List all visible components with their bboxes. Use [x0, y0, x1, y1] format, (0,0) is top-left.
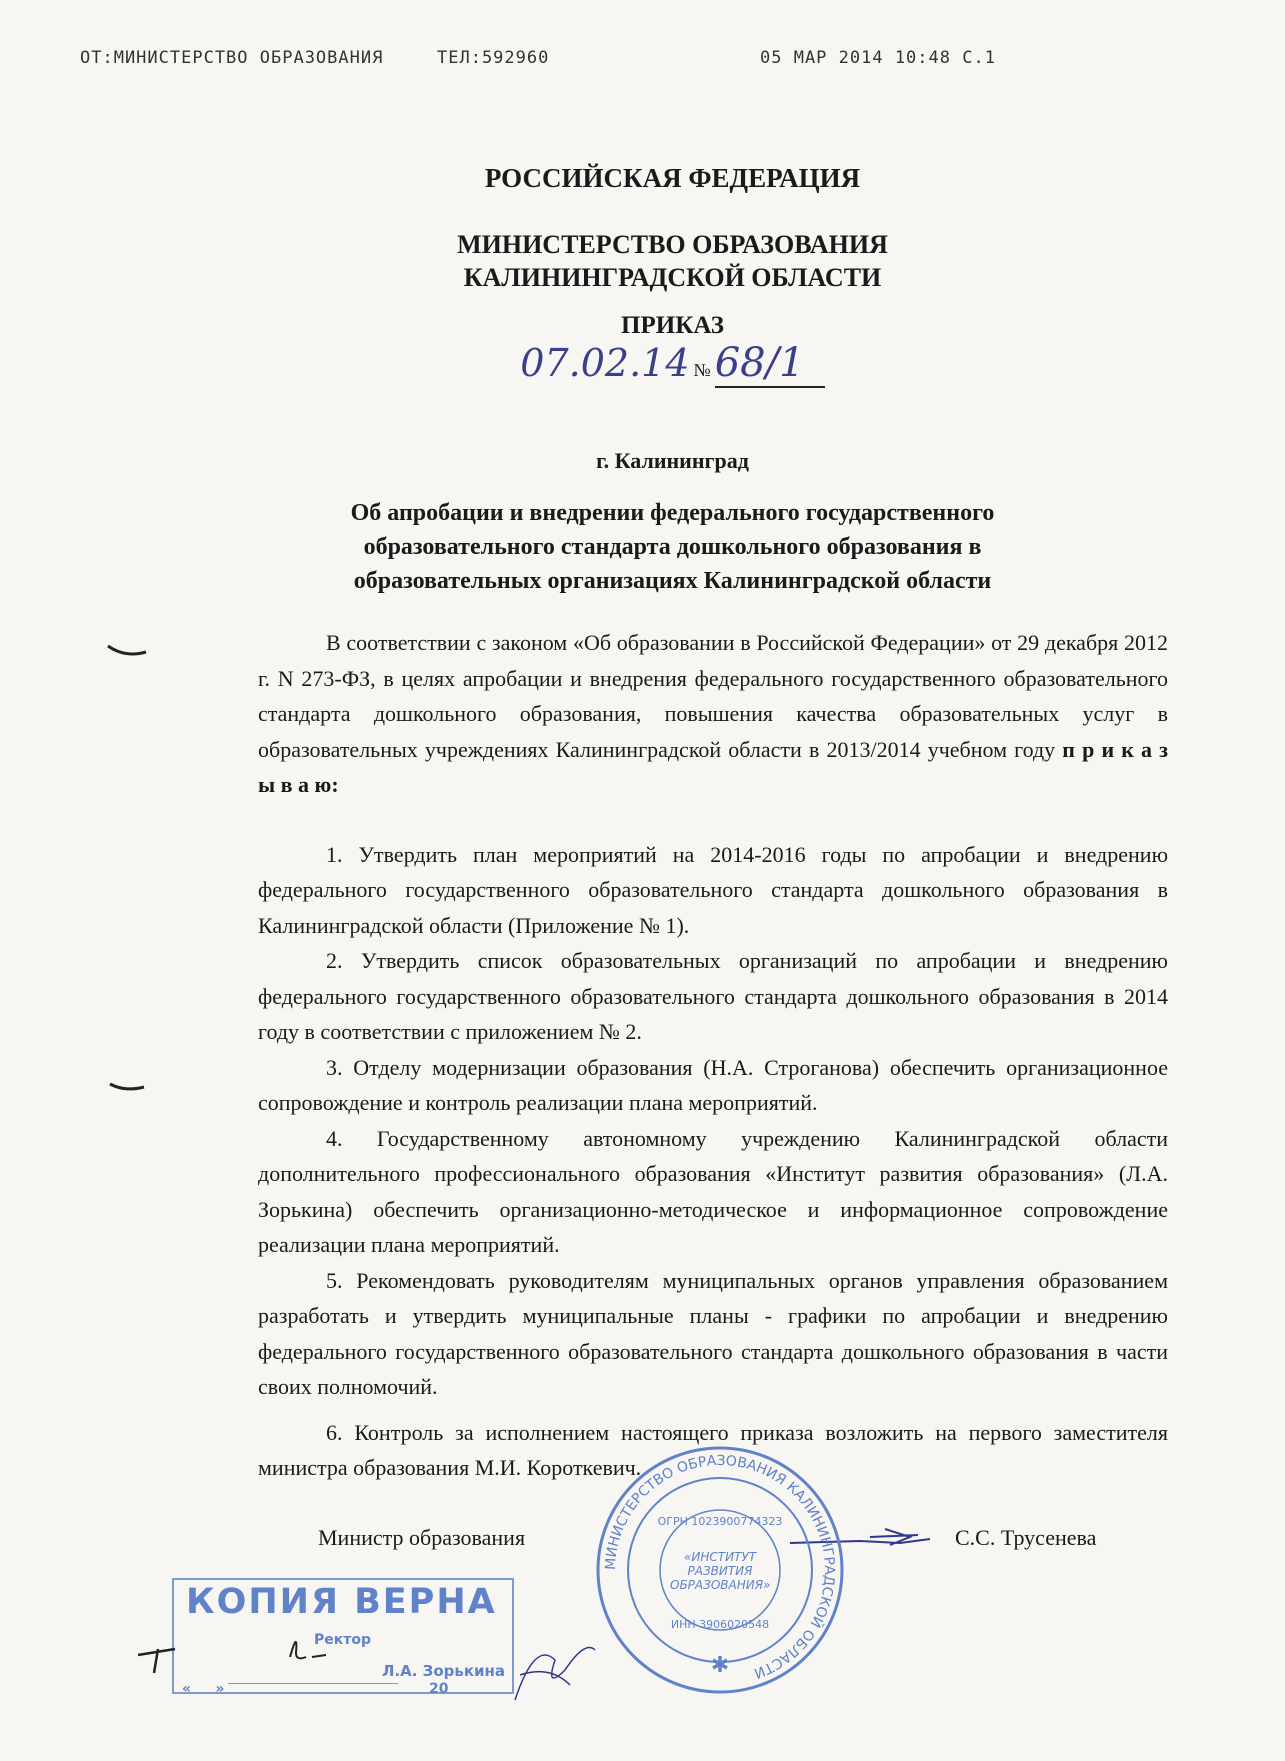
seal-ogrn: ОГРН 1023900774323 [657, 1515, 783, 1528]
item-5: 5. Рекомендовать руководителям муниципальных органов управления образованием разработать и утвердить муниципальные планы - графики по апробации и внедрению федерального государственного образовательного стандарта дошкольного образования в части своих полномочий. [258, 1267, 1168, 1399]
fax-phone: ТЕЛ:592960 [437, 48, 550, 68]
copy-stamp-date-quotes: « » [182, 1681, 225, 1697]
item-6: 6. Контроль за исполнением настоящего приказа возложить на первого заместителя министра образования М.И. Короткевич. [258, 1419, 1168, 1480]
title-line-3: образовательных организациях Калининградской области [353, 568, 992, 594]
copy-stamp-title: КОПИЯ ВЕРНА [186, 1582, 497, 1622]
order-date: 07.02.14 [520, 341, 690, 385]
order-date-number [0, 340, 1285, 388]
round-seal [590, 1440, 850, 1700]
fax-datetime: 05 МАР 2014 10:48 С.1 [760, 48, 996, 68]
signer-position: Министр образования [318, 1525, 526, 1550]
item-1: 1. Утвердить план мероприятий на 2014-2016 годы по апробации и внедрению федерального государственного образовательного стандарта дошкольного образования в Калининградской области (Приложение № 1). [258, 841, 1168, 938]
order-body [258, 625, 1168, 1486]
seal-inn: ИНН 3906020548 [670, 1618, 770, 1631]
copy-stamp-role: Ректор [314, 1632, 372, 1648]
number-label: № [693, 360, 711, 380]
copy-stamp-year: 20 [429, 1681, 449, 1697]
item-4: 4. Государственному автономному учреждению Калининградской области дополнительного профессионального образования «Институт развития образования» (Л.А. Зорькина) обеспечить организационно-методическое и информационное сопровождение реализации плана мероприятий. [258, 1125, 1168, 1257]
scan-mark [100, 1078, 160, 1108]
country-title: РОССИЙСКАЯ ФЕДЕРАЦИЯ [484, 163, 861, 193]
order-number: 68/1 [715, 340, 825, 388]
item-2: 2. Утвердить список образовательных организаций по апробации и внедрению федерального государственного образовательного стандарта дошкольного образования в 2014 году в соответствии с приложением № 2. [258, 948, 1168, 1044]
ministry-title [0, 228, 1285, 294]
preamble [258, 625, 1168, 803]
rector-signature [130, 1615, 600, 1715]
scan-mark [100, 640, 160, 670]
seal-star-icon: ✱ [710, 1653, 730, 1678]
ministry-line-1: МИНИСТЕРСТВО ОБРАЗОВАНИЯ [457, 230, 888, 259]
order-word: п р и к а з ы в а ю: [258, 736, 1168, 797]
copy-stamp-name: Л.А. Зорькина [382, 1662, 506, 1680]
preamble-text: В соответствии с законом «Об образовании в Российской Федерации» от 29 декабря 2012 г. N 273-ФЗ, в целях апробации и внедрения федерального государственного образовательного стандарта дошкольного образования, повышения качества образовательных услуг в образовательных учреждениях Калининградской области в 2013/2014 учебном году [258, 630, 1168, 762]
city: г. Калининград [596, 448, 749, 473]
order-title [0, 496, 1285, 598]
seal-inner-text: «ИНСТИТУТ РАЗВИТИЯ ОБРАЗОВАНИЯ» [670, 1550, 770, 1592]
seal-outer-text: МИНИСТЕРСТВО ОБРАЗОВАНИЯ КАЛИНИНГРАДСКОЙ ОБЛАСТИ [602, 1452, 838, 1681]
item-3: 3. Отделу модернизации образования (Н.А. Строганова) обеспечить организационное сопровождение и контроль реализации плана мероприятий. [258, 1054, 1168, 1115]
title-line-2: образовательного стандарта дошкольного образования в [363, 534, 982, 560]
title-line-1: Об апробации и внедрении федерального государственного [350, 500, 995, 526]
fax-sender: ОТ:МИНИСТЕРСТВО ОБРАЗОВАНИЯ [80, 48, 384, 68]
ministry-line-2: КАЛИНИНГРАДСКОЙ ОБЛАСТИ [463, 263, 882, 292]
doc-type: ПРИКАЗ [621, 312, 724, 339]
signer-name: С.С. Трусенева [955, 1525, 1097, 1550]
